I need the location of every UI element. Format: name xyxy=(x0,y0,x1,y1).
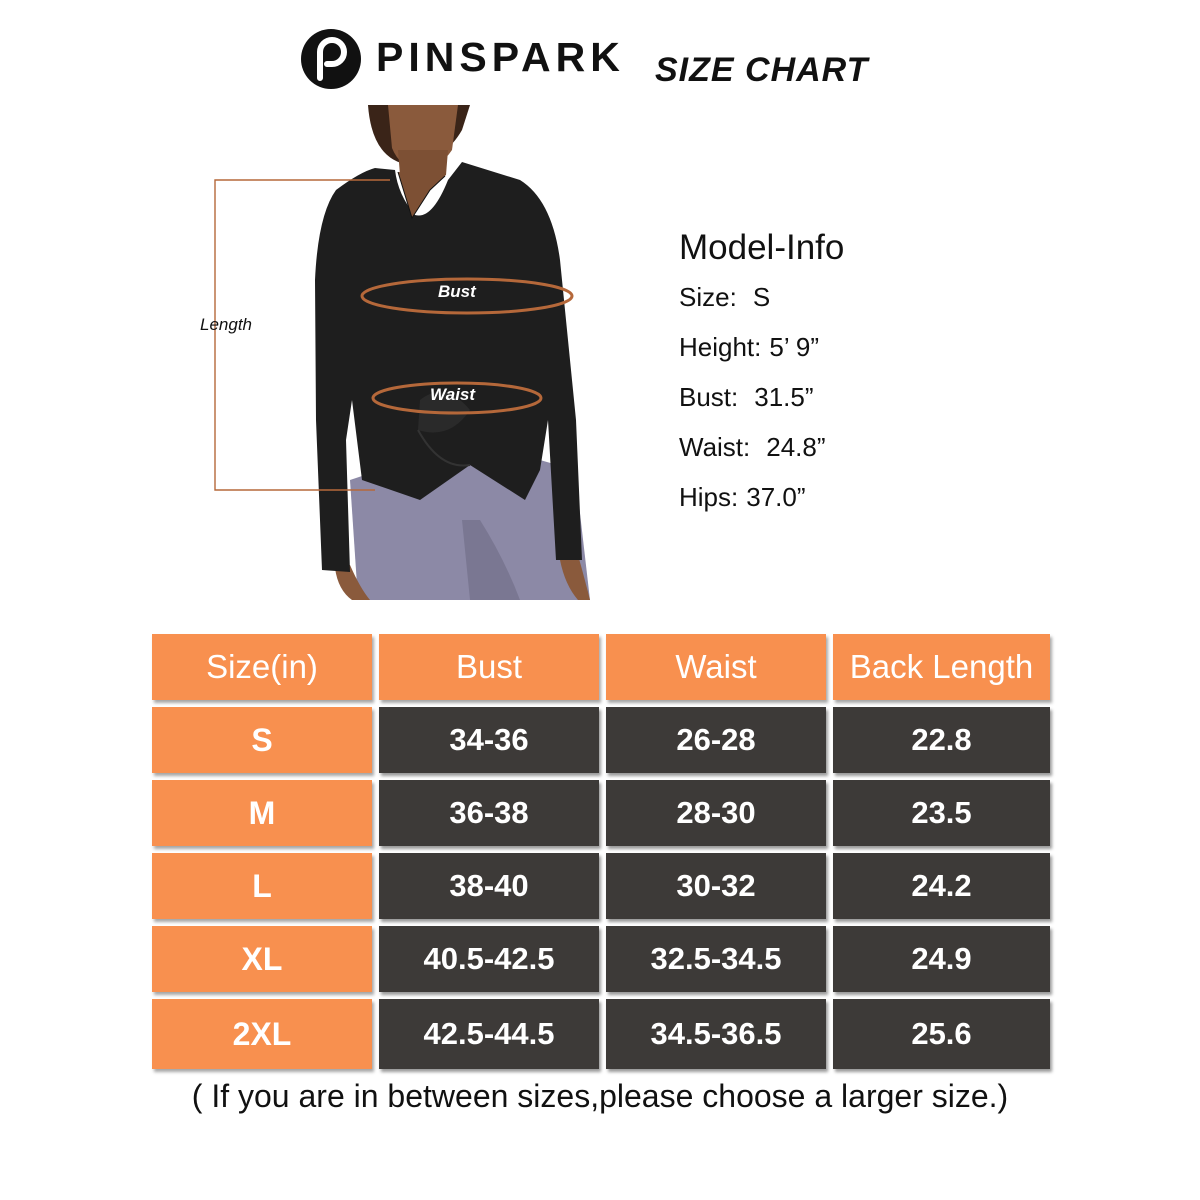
table-cell-bust: 40.5-42.5 xyxy=(379,926,599,992)
model-info-value: 37.0” xyxy=(746,482,806,512)
model-info-label: Waist: xyxy=(679,432,751,462)
table-header-bust: Bust xyxy=(379,634,599,700)
table-cell-back-length: 24.2 xyxy=(833,853,1050,919)
model-info-value: 24.8” xyxy=(766,432,826,462)
table-cell-back-length: 22.8 xyxy=(833,707,1050,773)
model-info-hips xyxy=(679,482,844,532)
length-label: Length xyxy=(200,315,252,334)
model-info-label: Size: xyxy=(679,282,737,312)
model-info-waist xyxy=(679,432,844,482)
pinspark-logo-icon xyxy=(300,28,362,90)
model-info-value: 5’ 9” xyxy=(769,332,820,362)
table-cell-back-length: 25.6 xyxy=(833,999,1050,1069)
model-info-label: Hips: xyxy=(679,482,739,512)
model-info-label: Bust: xyxy=(679,382,739,412)
table-cell-size: 2XL xyxy=(152,999,372,1069)
table-cell-waist: 30-32 xyxy=(606,853,826,919)
model-info-size xyxy=(679,282,844,332)
model-info xyxy=(679,226,844,532)
table-cell-bust: 34-36 xyxy=(379,707,599,773)
table-cell-waist: 28-30 xyxy=(606,780,826,846)
model-info-value: S xyxy=(752,282,771,312)
model-info-label: Height: xyxy=(679,332,762,362)
table-cell-bust: 36-38 xyxy=(379,780,599,846)
table-cell-size: L xyxy=(152,853,372,919)
model-photo xyxy=(190,105,610,600)
table-cell-size: S xyxy=(152,707,372,773)
size-advice-footnote: ( If you are in between sizes,please choose a larger size.) xyxy=(191,1078,1009,1114)
table-cell-bust: 42.5-44.5 xyxy=(379,999,599,1069)
table-cell-size: M xyxy=(152,780,372,846)
table-cell-bust: 38-40 xyxy=(379,853,599,919)
model-info-title: Model-Info xyxy=(679,228,845,267)
table-cell-back-length: 23.5 xyxy=(833,780,1050,846)
model-info-value: 31.5” xyxy=(754,382,814,412)
model-info-height xyxy=(679,332,844,382)
table-cell-waist: 32.5-34.5 xyxy=(606,926,826,992)
brand-name: PINSPARK xyxy=(376,34,625,80)
model-info-bust xyxy=(679,382,844,432)
table-cell-waist: 26-28 xyxy=(606,707,826,773)
table-header-waist: Waist xyxy=(606,634,826,700)
table-cell-size: XL xyxy=(152,926,372,992)
table-cell-back-length: 24.9 xyxy=(833,926,1050,992)
size-chart-title: SIZE CHART xyxy=(655,51,869,89)
bust-label: Bust xyxy=(438,282,476,301)
table-header-size: Size(in) xyxy=(152,634,372,700)
table-cell-waist: 34.5-36.5 xyxy=(606,999,826,1069)
waist-label: Waist xyxy=(430,385,476,404)
table-header-back-length: Back Length xyxy=(833,634,1050,700)
